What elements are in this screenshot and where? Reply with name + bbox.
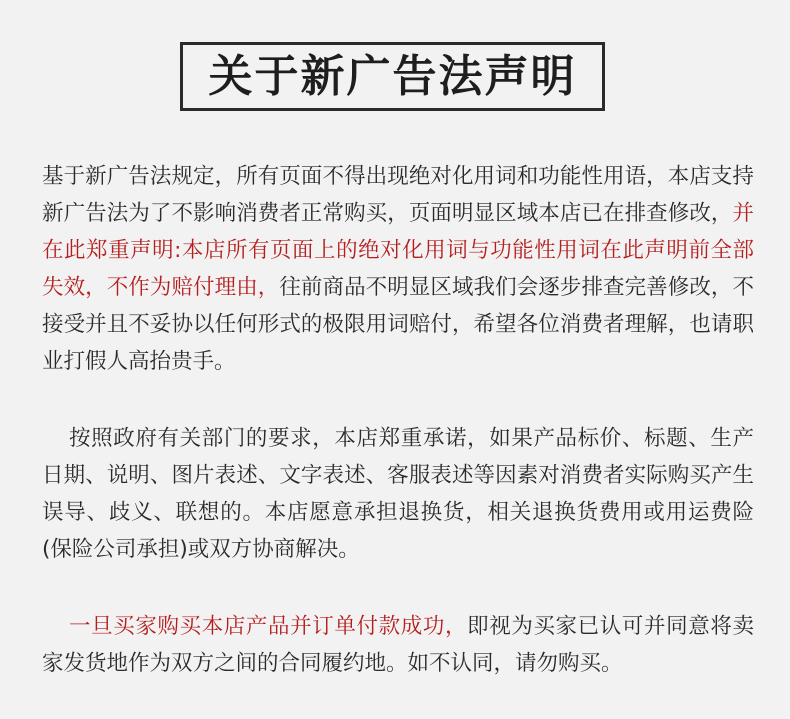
title-box xyxy=(180,42,605,111)
paragraph3-text: 即视为买家已认可并同意将卖家发货地作为双方之间的合同履约地。如不认同，请勿购买。 xyxy=(42,614,754,676)
paragraph-contract-location xyxy=(42,608,754,682)
page-title: 关于新广告法声明 xyxy=(208,50,577,102)
paragraph2-text: 按照政府有关部门的要求，本店郑重承诺，如果产品标价、标题、生产日期、说明、图片表述、文字表述、客服表述等因素对消费者实际购买产生误导、歧义、联想的。本店愿意承担退换货，相关退换货费用或用运费险(保险公司承担)或双方协商解决。 xyxy=(42,426,754,562)
paragraph1-red-statement: 并在此郑重声明:本店所有页面上的绝对化用词与功能性用词在此声明前全部失效，不作为赔付理由， xyxy=(42,201,754,300)
paragraph-commitment xyxy=(42,420,754,568)
paragraph1-text-a: 基于新广告法规定，所有页面不得出现绝对化用词和功能性用语，本店支持新广告法为了不影响消费者正常购买，页面明显区域本店已在排查修改， xyxy=(42,164,754,226)
paragraph-advertising-law xyxy=(42,158,754,380)
paragraph1-text-b: 往前商品不明显区域我们会逐步排查完善修改，不接受并且不妥协以任何形式的极限用词赔付，希望各位消费者理解，也请职业打假人高抬贵手。 xyxy=(42,275,754,374)
paragraph3-red-statement: 一旦买家购买本店产品并订单付款成功， xyxy=(69,614,468,639)
